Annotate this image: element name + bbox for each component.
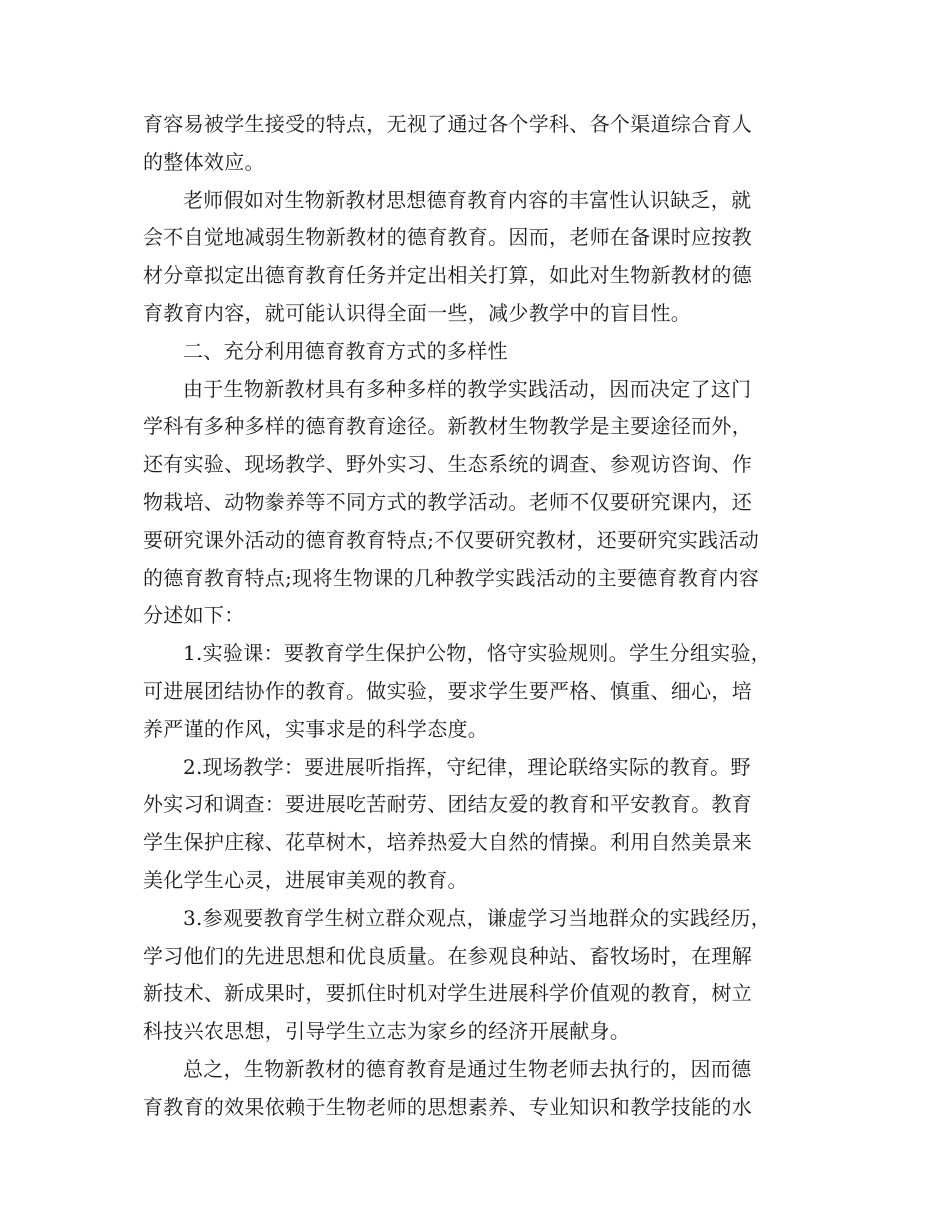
list-item-lab-class: 1.实验课：要教育学生保护公物，恪守实验规则。学生分组实验， 可进展团结协作的教育。做实验，要求学生要严格、慎重、细心，培 养严谨的作风，实事求是的科学态度。 [143, 641, 772, 741]
document-body [143, 106, 813, 1127]
list-item-visit: 3.参观要教育学生树立群众观点，谦虚学习当地群众的实践经历， 学习他们的先进思想和优良质量。在参观良种站、畜牧场时，在理解 新技术、新成果时，要抓住时机对学生进展科学价值观的教育，树立 科技兴农思想，引导学生立志为家乡的经济开展献身。 [143, 905, 772, 1044]
paragraph-conclusion: 总之，生物新教材的德育教育是通过生物老师去执行的，因而德 育教育的效果依赖于生物老师的思想素养、专业知识和教学技能的水 [143, 1056, 752, 1119]
paragraph-diverse-activities: 由于生物新教材具有多种多样的教学实践活动，因而决定了这门 学科有多种多样的德育教育途径。新教材生物教学是主要途径而外， 还有实验、现场教学、野外实习、生态系统的调查、参观访咨询、作 物栽培、动物豢养等不同方式的教学活动。老师不仅要研究课内，还 要研究课外活动的德育教育特点;不仅要研究教材，还要研究实践活动 的德育教育特点;现将生物课的几种教学实践活动的主要德育教育内容 分述如下： [143, 376, 760, 628]
paragraph-continuation: 育容易被学生接受的特点，无视了通过各个学科、各个渠道综合育人 的整体效应。 [143, 112, 752, 174]
list-item-field-teaching: 2.现场教学：要进展听指挥，守纪律，理论联络实际的教育。野 外实习和调查：要进展吃苦耐劳、团结友爱的教育和平安教育。教育 学生保护庄稼、花草树木，培养热爱大自然的情操。利用自然美景来 美化学生心灵，进展审美观的教育。 [143, 754, 752, 892]
paragraph-teacher-awareness: 老师假如对生物新教材思想德育教育内容的丰富性认识缺乏，就 会不自觉地减弱生物新教材的德育教育。因而，老师在备课时应按教 材分章拟定出德育教育任务并定出相关打算，如此对生物新教材的德 育教育内容，就可能认识得全面一些，减少教学中的盲目性。 [143, 187, 752, 325]
section-heading: 二、充分利用德育教育方式的多样性 [183, 338, 508, 363]
